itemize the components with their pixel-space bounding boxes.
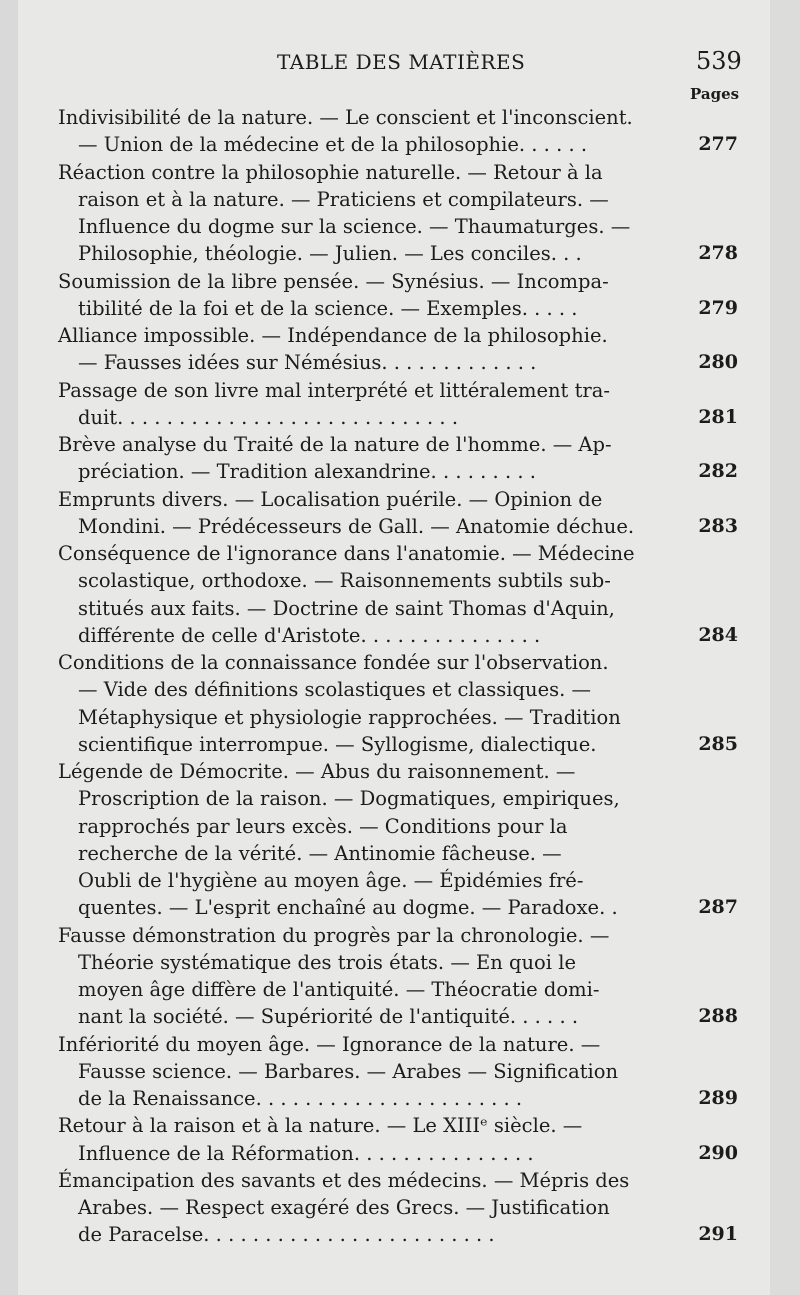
toc-entry-line (58, 1003, 744, 1030)
toc-entry-line (58, 867, 744, 894)
toc-entry-text: Conditions de la connaissance fondée sur l'observation. (58, 651, 609, 674)
toc-entry-text: recherche de la vérité. — Antinomie fâcheuse. — (78, 841, 562, 865)
toc-entry-text: Conséquence de l'ignorance dans l'anatomie. — Médecine (58, 542, 635, 565)
toc-entry-line (58, 1221, 744, 1248)
toc-entry-text: Émancipation des savants et des médecins. — Mépris des (58, 1168, 630, 1192)
toc-entry-line (58, 1112, 744, 1139)
toc-entry-page-number: 277 (698, 133, 738, 156)
toc-entry-text: — Vide des définitions scolastiques et classiques. — (78, 678, 592, 702)
toc-entry-text: Mondini. — Prédécesseurs de Gall. — Anatomie déchue. (78, 514, 635, 538)
toc-entry-line (58, 1140, 744, 1167)
toc-entry (58, 486, 744, 541)
toc-entry-line (58, 322, 744, 349)
toc-entry-text: scolastique, orthodoxe. — Raisonnements subtils sub- (78, 569, 611, 593)
toc-entry-line (58, 595, 744, 622)
toc-entry-text: Emprunts divers. — Localisation puérile. — Opinion de (58, 487, 603, 511)
toc-entry-line (58, 1194, 744, 1221)
toc-entry-page-number: 284 (698, 623, 738, 646)
toc-entry-line (58, 295, 744, 322)
toc-entry-line (58, 213, 744, 240)
toc-entry (58, 758, 744, 922)
toc-entry-line (58, 704, 744, 731)
toc-entry-page-number: 280 (698, 351, 738, 374)
toc-entry-text: Fausse science. — Barbares. — Arabes — Signification (78, 1059, 619, 1083)
toc-entry-page-number: 285 (698, 732, 738, 755)
toc-entry-line (58, 949, 744, 976)
page-header (0, 48, 800, 78)
toc-entry-line (58, 431, 744, 458)
toc-entry-text: — Fausses idées sur Némésius. . . . . . . . . . . . . (78, 351, 537, 375)
toc-entry-text: Oubli de l'hygiène au moyen âge. — Épidémies fré- (78, 869, 584, 892)
toc-entry-text: moyen âge diffère de l'antiquité. — Théocratie domi- (78, 978, 600, 1001)
toc-entry-text: de Paracelse. . . . . . . . . . . . . . . . . . . . . . . . (78, 1223, 495, 1247)
toc-entry-text: préciation. — Tradition alexandrine. . . . . . . . . (78, 460, 536, 484)
toc-entry-text: raison et à la nature. — Praticiens et compilateurs. — (78, 187, 609, 211)
toc-entry-text: rapprochés par leurs excès. — Conditions pour la (78, 814, 568, 838)
toc-entry-page-number: 283 (698, 514, 738, 537)
toc-entry-line (58, 404, 744, 431)
toc-entry-text: Philosophie, théologie. — Julien. — Les conciles. . . (78, 242, 582, 266)
toc-entry-text: Légende de Démocrite. — Abus du raisonnement. — (58, 760, 576, 783)
toc-entry-text: Proscription de la raison. — Dogmatiques, empiriques, (78, 787, 620, 811)
toc-entry (58, 377, 744, 432)
toc-entry (58, 159, 744, 268)
toc-entry-text: Alliance impossible. — Indépendance de la philosophie. (58, 324, 608, 347)
toc-entry-page-number: 287 (698, 896, 738, 919)
toc-entry-text: Retour à la raison et à la nature. — Le XIIIᵉ siècle. — (58, 1114, 583, 1138)
running-title: TABLE DES MATIÈRES (277, 50, 526, 74)
toc-entry-line (58, 513, 744, 540)
toc-entry-line (58, 131, 744, 158)
toc-entry-text: tibilité de la foi et de la science. — Exemples. . . . . (78, 296, 578, 320)
toc-entry (58, 431, 744, 486)
toc-entry-text: Passage de son livre mal interprété et littéralement tra- (58, 378, 610, 402)
toc-entry-line (58, 922, 744, 949)
toc-entry-text: Influence de la Réformation. . . . . . . . . . . . . . . (78, 1141, 534, 1165)
toc-entry (58, 922, 744, 1031)
toc-entry (58, 1167, 744, 1249)
toc-entry-line (58, 785, 744, 812)
toc-entry-line (58, 649, 744, 676)
toc-entry-line (58, 1031, 744, 1058)
toc-entry-page-number: 281 (698, 405, 738, 428)
toc-entry-line (58, 813, 744, 840)
toc-entry-text: duit. . . . . . . . . . . . . . . . . . . . . . . . . . . . (78, 405, 459, 429)
toc-entry-line (58, 349, 744, 376)
toc-entry-line (58, 1058, 744, 1085)
toc-entry-page-number: 278 (698, 242, 738, 265)
toc-entry-line (58, 1085, 744, 1112)
toc-entry-text: de la Renaissance. . . . . . . . . . . . . . . . . . . . . . (78, 1087, 523, 1110)
toc-entry-line (58, 458, 744, 485)
toc-entry-text: Arabes. — Respect exagéré des Grecs. — Justification (78, 1196, 610, 1219)
toc-entry-text: Fausse démonstration du progrès par la chronologie. — (58, 923, 610, 947)
toc-entry (58, 322, 744, 377)
toc-entry-text: nant la société. — Supériorité de l'antiquité. . . . . . (78, 1005, 579, 1029)
toc-entry-line (58, 731, 744, 758)
toc-entry (58, 649, 744, 758)
toc-entry-line (58, 758, 744, 785)
toc-entry-line (58, 622, 744, 649)
toc-entry (58, 104, 744, 159)
toc-entry-page-number: 289 (698, 1087, 738, 1109)
toc-entry (58, 1031, 744, 1113)
facing-page-edge (770, 0, 800, 1295)
toc-entry-line (58, 104, 744, 131)
toc-entry-text: stitués aux faits. — Doctrine de saint Thomas d'Aquin, (78, 596, 615, 620)
toc-entry-text: Théorie systématique des trois états. — En quoi le (78, 950, 577, 974)
toc-entry-line (58, 976, 744, 1003)
toc-entry-text: — Union de la médecine et de la philosophie. . . . . . (78, 133, 588, 157)
toc-entry-text: Soumission de la libre pensée. — Synésius. — Incompa- (58, 269, 609, 293)
toc-entry-text: Réaction contre la philosophie naturelle. — Retour à la (58, 160, 603, 184)
toc-entry-page-number: 279 (698, 296, 738, 319)
toc-entry (58, 540, 744, 649)
toc-entry-line (58, 894, 744, 921)
toc-entry-text: différente de celle d'Aristote. . . . . . . . . . . . . . . (78, 623, 541, 647)
toc-entry-line (58, 268, 744, 295)
toc-entry-line (58, 186, 744, 213)
toc-entry-page-number: 282 (698, 460, 738, 483)
toc-entry (58, 268, 744, 323)
toc-entry-line (58, 1167, 744, 1194)
toc-entry-line (58, 377, 744, 404)
toc-entry-text: Influence du dogme sur la science. — Thaumaturges. — (78, 215, 631, 238)
toc-entry-page-number: 288 (698, 1005, 738, 1028)
toc-entry-line (58, 159, 744, 186)
table-of-contents (58, 104, 744, 1249)
toc-entry-text: scientifique interrompue. — Syllogisme, dialectique. (78, 732, 597, 756)
toc-entry-text: Métaphysique et physiologie rapprochées. — Tradition (78, 705, 621, 729)
toc-entry (58, 1112, 744, 1167)
toc-entry-page-number: 291 (698, 1223, 738, 1246)
pages-column-label: Pages (690, 85, 740, 103)
toc-entry-line (58, 840, 744, 867)
toc-entry-line (58, 567, 744, 594)
toc-entry-line (58, 540, 744, 567)
toc-entry-text: Infériorité du moyen âge. — Ignorance de la nature. — (58, 1032, 601, 1056)
toc-entry-line (58, 676, 744, 703)
toc-entry-line (58, 240, 744, 267)
toc-entry-text: Indivisibilité de la nature. — Le conscient et l'inconscient. (58, 106, 633, 129)
toc-entry-text: Brève analyse du Traité de la nature de l'homme. — Ap- (58, 433, 612, 456)
toc-entry-text: quentes. — L'esprit enchaîné au dogme. — Paradoxe. . (78, 896, 618, 920)
page-number: 539 (696, 47, 742, 75)
toc-entry-line (58, 486, 744, 513)
toc-entry-page-number: 290 (698, 1141, 738, 1164)
